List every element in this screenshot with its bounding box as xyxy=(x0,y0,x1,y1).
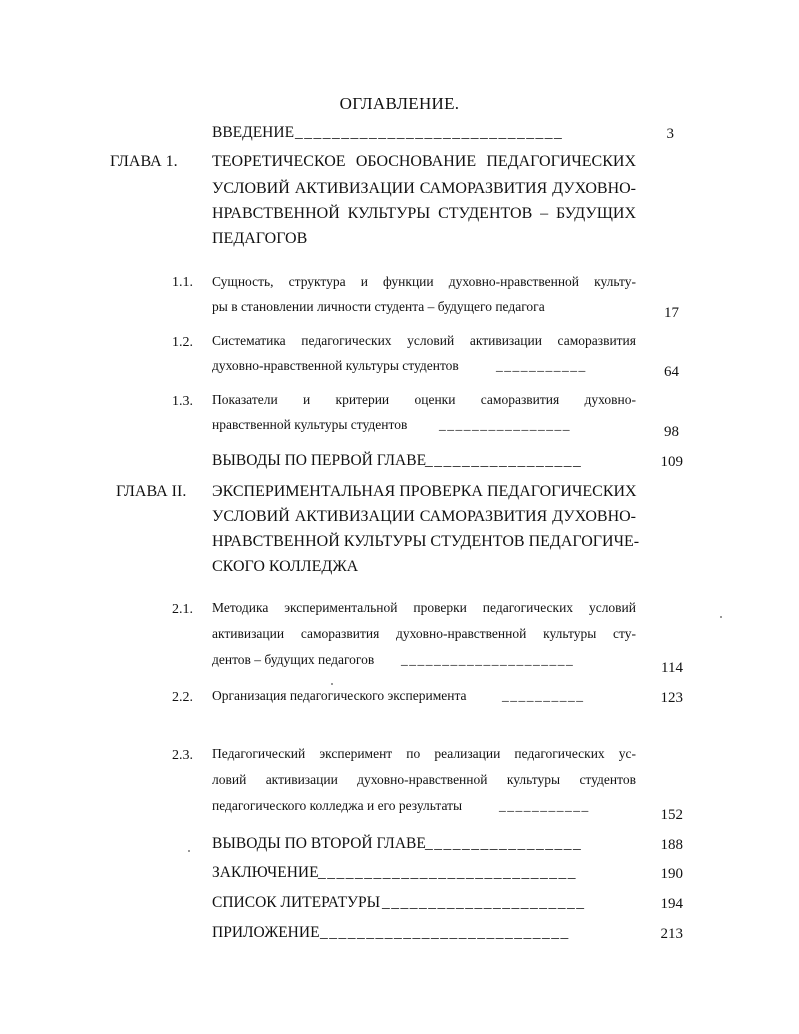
entry-label: ВЫВОДЫ ПО ПЕРВОЙ ГЛАВЕ xyxy=(212,452,427,469)
page-number: 64 xyxy=(664,364,679,380)
page-number: 194 xyxy=(660,896,683,912)
section-title-line: дентов – будущих педагогов xyxy=(212,652,375,667)
section-title-line: духовно-нравственной культуры студентов xyxy=(212,358,459,373)
page-number: 114 xyxy=(661,660,683,676)
chapter-title-line: НРАВСТВЕННОЙ КУЛЬТУРЫ СТУДЕНТОВ – БУДУЩИХ xyxy=(212,205,636,222)
section-title-line: Сущность, структура и функции духовно-нравственной культу- xyxy=(212,274,636,289)
page-number: 123 xyxy=(660,690,683,706)
section-title-line: активизации саморазвития духовно-нравственной культуры сту- xyxy=(212,626,636,641)
page-number: 190 xyxy=(660,866,683,882)
section-title-line: Педагогический эксперимент по реализации педагогических ус- xyxy=(212,746,636,761)
entry-label: ЗАКЛЮЧЕНИЕ xyxy=(212,864,319,881)
scan-speck xyxy=(720,616,722,618)
section-number: 1.3. xyxy=(172,394,193,409)
section-title-line: Показатели и критерии оценки саморазвития духовно- xyxy=(212,392,636,407)
chapter-label: ГЛАВА 1. xyxy=(110,153,178,170)
section-number: 1.1. xyxy=(172,275,193,290)
leader-dashes: _________________ xyxy=(425,452,583,469)
section-title-line: ры в становлении личности студента – будущего педагога xyxy=(212,299,545,314)
leader-dashes: ______________________ xyxy=(382,894,586,911)
leader-dashes: ________________ xyxy=(439,417,571,432)
section-number: 2.2. xyxy=(172,690,193,705)
entry-label: ВЫВОДЫ ПО ВТОРОЙ ГЛАВЕ xyxy=(212,835,426,852)
entry-label: ВВЕДЕНИЕ xyxy=(212,124,295,141)
chapter-title-line: УСЛОВИЙ АКТИВИЗАЦИИ САМОРАЗВИТИЯ ДУХОВНО- xyxy=(212,508,636,525)
leader-dashes: ___________________________ xyxy=(320,924,570,941)
chapter-title-line: НРАВСТВЕННОЙ КУЛЬТУРЫ СТУДЕНТОВ ПЕДАГОГИЧЕ- xyxy=(212,533,640,550)
leader-dashes: ____________________________ xyxy=(318,864,577,881)
entry-label: СПИСОК ЛИТЕРАТУРЫ xyxy=(212,894,381,911)
page-number: 213 xyxy=(660,926,683,942)
page-number: 3 xyxy=(666,126,674,142)
scan-speck xyxy=(331,683,333,685)
section-number: 2.3. xyxy=(172,748,193,763)
section-title-line: ловий активизации духовно-нравственной культуры студентов xyxy=(212,772,636,787)
section-title-line: Методика экспериментальной проверки педагогических условий xyxy=(212,600,636,615)
leader-dashes: ___________ xyxy=(499,798,590,813)
leader-dashes: _________________ xyxy=(425,835,583,852)
section-title-line: Организация педагогического эксперимента xyxy=(212,688,467,703)
section-title-line: педагогического колледжа и его результаты xyxy=(212,798,463,813)
page-number: 109 xyxy=(660,454,683,470)
chapter-title-line: ПЕДАГОГОВ xyxy=(212,230,308,247)
chapter-title-line: СКОГО КОЛЛЕДЖА xyxy=(212,558,359,575)
leader-dashes: _____________________ xyxy=(401,652,575,667)
page-number: 188 xyxy=(660,837,683,853)
leader-dashes: ___________ xyxy=(496,358,587,373)
section-title-line: Систематика педагогических условий активизации саморазвития xyxy=(212,333,636,348)
page-number: 98 xyxy=(664,424,679,440)
scan-speck xyxy=(188,850,190,852)
chapter-title-line: УСЛОВИЙ АКТИВИЗАЦИИ САМОРАЗВИТИЯ ДУХОВНО- xyxy=(212,180,636,197)
page-number: 152 xyxy=(660,807,683,823)
entry-label: ПРИЛОЖЕНИЕ xyxy=(212,924,320,941)
chapter-title-line: ТЕОРЕТИЧЕСКОЕ ОБОСНОВАНИЕ ПЕДАГОГИЧЕСКИХ xyxy=(212,153,636,170)
toc-title: ОГЛАВЛЕНИЕ. xyxy=(339,94,460,113)
leader-dashes: __________ xyxy=(502,688,585,703)
leader-dashes: _____________________________ xyxy=(295,124,564,141)
section-number: 2.1. xyxy=(172,602,193,617)
page-number: 17 xyxy=(664,305,679,321)
chapter-label: ГЛАВА II. xyxy=(116,483,187,500)
section-title-line: нравственной культуры студентов xyxy=(212,417,408,432)
chapter-title-line: ЭКСПЕРИМЕНТАЛЬНАЯ ПРОВЕРКА ПЕДАГОГИЧЕСКИХ xyxy=(212,483,637,500)
section-number: 1.2. xyxy=(172,335,193,350)
